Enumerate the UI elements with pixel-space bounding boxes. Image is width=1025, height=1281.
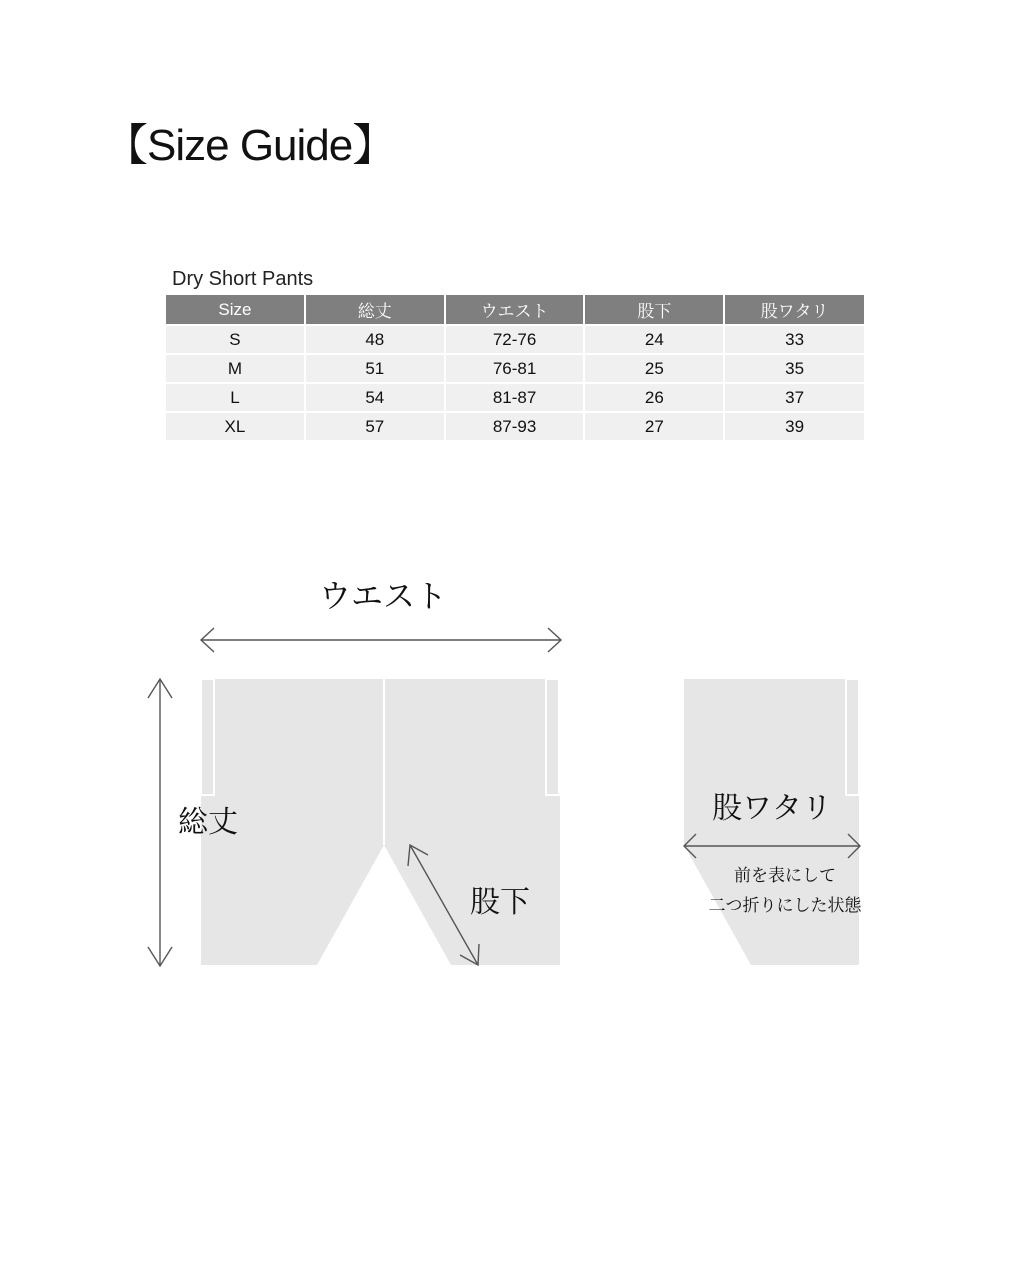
cell-total-length: 57 [306, 411, 446, 440]
cell-thigh: 33 [725, 324, 864, 353]
cell-size: M [166, 353, 306, 382]
cell-inseam: 26 [585, 382, 725, 411]
inseam-label: 股下 [470, 885, 530, 920]
cell-inseam: 25 [585, 353, 725, 382]
thigh-label: 股ワタリ [712, 791, 832, 826]
waist-arrow [201, 628, 561, 652]
cell-total-length: 54 [306, 382, 446, 411]
header-waist: ウエスト [446, 295, 586, 324]
header-total-length: 総丈 [306, 295, 446, 324]
cell-total-length: 51 [306, 353, 446, 382]
page-title: 【Size Guide】 [104, 121, 396, 170]
header-thigh: 股ワタリ [725, 295, 864, 324]
shorts-front-shape [201, 679, 560, 965]
cell-thigh: 39 [725, 411, 864, 440]
cell-size: XL [166, 411, 306, 440]
fold-note-line2: 二つ折りにした状態 [708, 896, 862, 916]
cell-size: S [166, 324, 306, 353]
cell-waist: 76-81 [446, 353, 586, 382]
cell-inseam: 24 [585, 324, 725, 353]
length-arrow [148, 679, 172, 966]
cell-thigh: 35 [725, 353, 864, 382]
table-caption: Dry Short Pants [172, 268, 314, 290]
cell-thigh: 37 [725, 382, 864, 411]
cell-waist: 87-93 [446, 411, 586, 440]
cell-waist: 81-87 [446, 382, 586, 411]
length-label: 総丈 [178, 805, 238, 840]
cell-waist: 72-76 [446, 324, 586, 353]
cell-total-length: 48 [306, 324, 446, 353]
fold-note-line1: 前を表にして [734, 866, 836, 886]
header-size: Size [166, 295, 306, 324]
cell-inseam: 27 [585, 411, 725, 440]
header-inseam: 股下 [585, 295, 725, 324]
cell-size: L [166, 382, 306, 411]
waist-label: ウエスト [318, 577, 448, 615]
